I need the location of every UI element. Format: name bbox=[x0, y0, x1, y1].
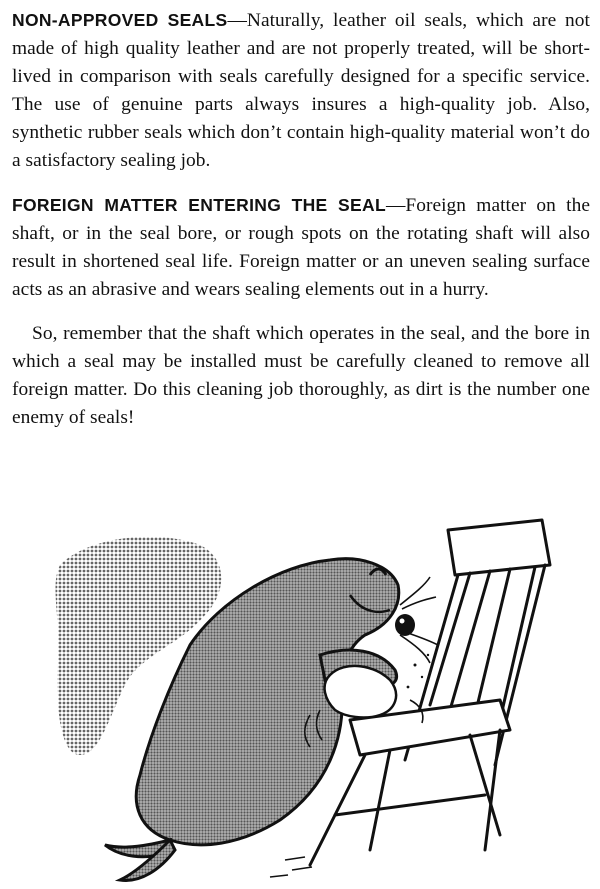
paragraph-foreign-matter bbox=[12, 191, 590, 304]
paragraph-closing: So, remember that the shaft which operates in the seal, and the bore in which a seal may be installed must be carefully cleaned to remove all foreign matter. Do this cleaning job thoroughly, as dirt is the number one enemy of seals! bbox=[12, 323, 590, 428]
heading-foreign-matter: FOREIGN MATTER ENTERING THE SEAL bbox=[12, 195, 386, 215]
document-page bbox=[12, 6, 590, 448]
seal-cleaning-chair-illustration bbox=[30, 505, 590, 885]
heading-non-approved-seals: NON-APPROVED SEALS bbox=[12, 10, 228, 30]
body-foreign-matter: —Foreign matter on the shaft, or in the seal bore, or rough spots on the rotating shaft will also result in shortened seal life. Foreign matter or an uneven sealing surface acts as an abrasive and wears sealing elements out in a hurry. bbox=[12, 195, 590, 300]
paragraph-non-approved-seals bbox=[12, 6, 590, 175]
body-non-approved-seals: —Naturally, leather oil seals, which are not made of high quality leather and are not properly treated, will be short-lived in comparison with seals carefully designed for a specific service. The use of genuine parts always insures a high-quality job. Also, synthetic rubber seals which don’t contain high-quality material won’t do a satisfactory sealing job. bbox=[12, 10, 590, 171]
